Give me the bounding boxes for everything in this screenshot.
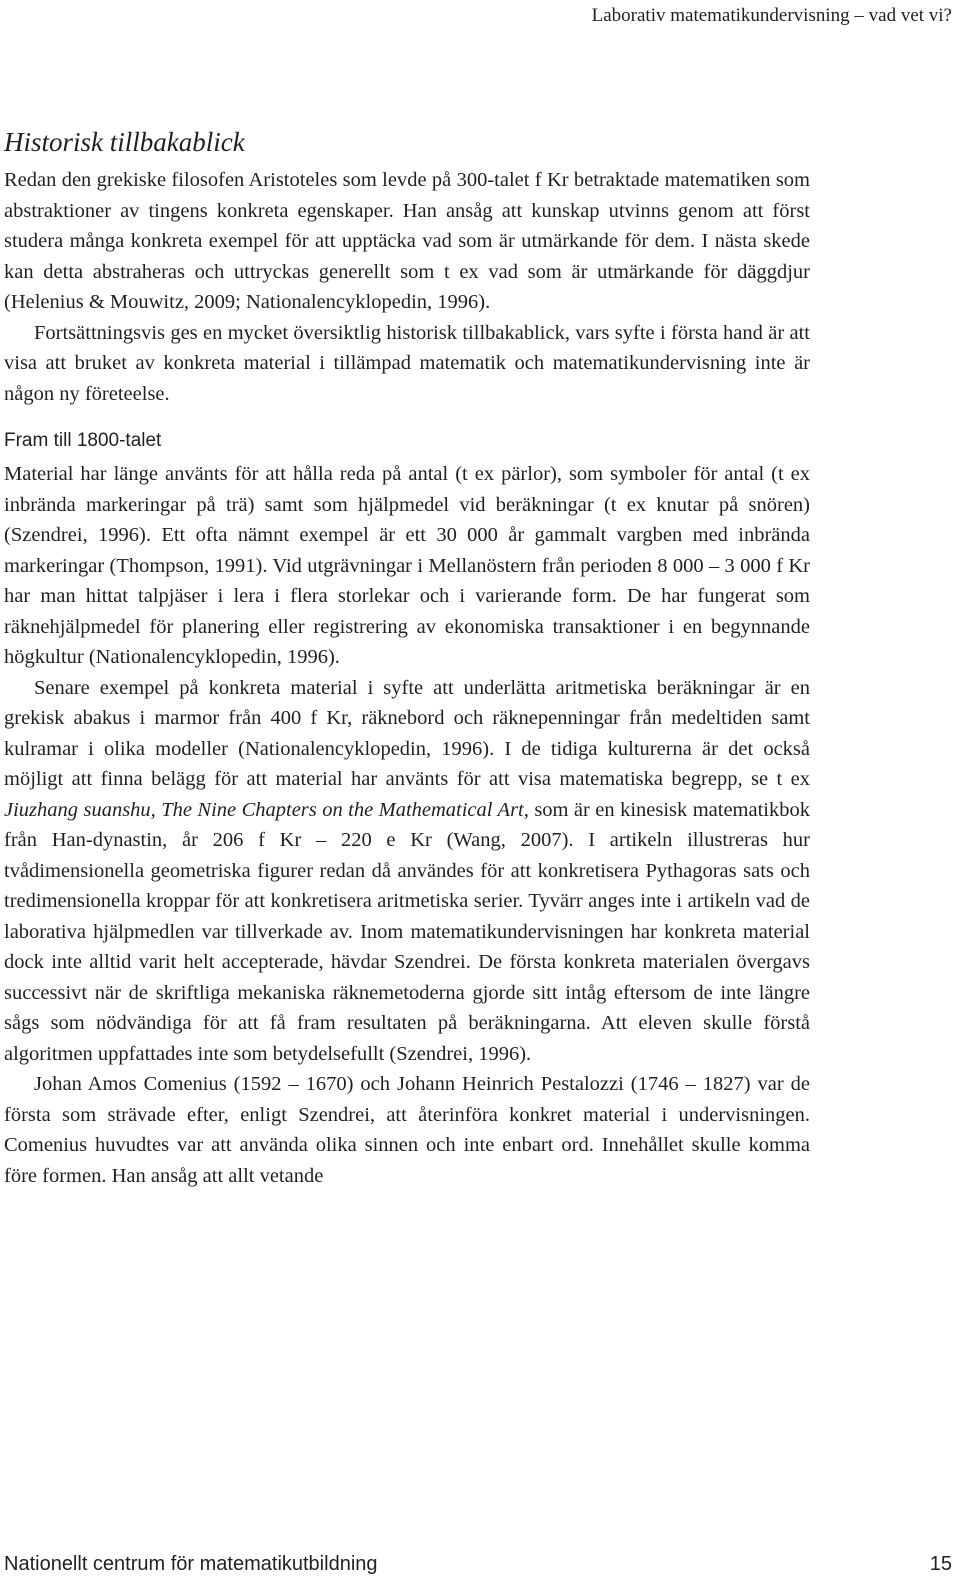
paragraph-overview: Fortsättningsvis ges en mycket översiktlig historisk tillbakablick, vars syfte i första hand är att visa att bruket av konkreta material i tillämpad matematik och matematikundervisning inte är någon ny företeelse. xyxy=(4,321,810,405)
paragraph-materials: Material har länge använts för att hålla reda på antal (t ex pärlor), som symboler för antal (t ex inbrända markeringar på trä) samt som hjälpmedel vid beräkningar (t ex knutar på snören) (Szendrei, 1996). Ett ofta nämnt exempel är ett 30 000 år gammalt vargben med inbrända markeringar (Thompson, 1991). Vid utgrävningar i Mellanöstern från perioden 8 000 – 3 000 f Kr har man hittat talpjäser i lera i flera storlekar och i varierande form. De har fungerat som räknehjälpmedel för planering eller registrering av ekonomiska transaktioner i en begynnande högkultur (Nationalencyklopedin, 1996). xyxy=(4,463,810,668)
paragraph-later-examples xyxy=(4,673,810,1070)
paragraph-intro: Redan den grekiske filosofen Aristoteles som levde på 300-talet f Kr betraktade matematiken som abstraktioner av tingens konkreta egenskaper. Han ansåg att kunskap utvinns genom att först studera många konkreta exempel för att upptäcka vad som är utmärkande för dem. I nästa skede kan detta abstraheras och uttryckas generellt som t ex vad som är utmärkande för däggdjur (Helenius & Mouwitz, 2009; Nationalencyklopedin, 1996). xyxy=(4,169,810,313)
running-header: Laborativ matematikundervisning – vad vet vi? xyxy=(591,5,952,26)
paragraph-comenius: Johan Amos Comenius (1592 – 1670) och Johann Heinrich Pestalozzi (1746 – 1827) var de första som strävade efter, enligt Szendrei, att återinföra konkret material i undervisningen. Comenius huvudtes var att använda olika sinnen och inte enbart ord. Innehållet skulle komma före formen. Han ansåg att allt vetande xyxy=(4,1073,810,1187)
subsection-heading: Fram till 1800-talet xyxy=(4,430,162,451)
paragraph-text-after: , som är en kinesisk matematikbok från Han-dynastin, år 206 f Kr – 220 e Kr (Wang, 2007). I artikeln illustreras hur tvådimensionella geometriska figurer redan då användes för att konkretisera Pythagoras sats och tredimensionella kroppar för att konkretisera aritmetiska serier. Tyvärr anges inte i artikeln vad de laborativa hjälpmedlen var tillverkade av. Inom matematikundervisningen har konkreta material dock inte alltid varit helt accepterade, hävdar Szendrei. De första konkreta materialen övergavs successivt när de skriftliga mekaniska räknemetoderna gjorde sitt intåg eftersom de inte längre sågs som nödvändiga för att få fram resultaten på beräkningarna. Att eleven skulle förstå algoritmen uppfattades inte som betydelsefullt (Szendrei, 1996). xyxy=(4,798,810,1065)
page-number: 15 xyxy=(929,1553,952,1575)
footer-publisher: Nationellt centrum för matematikutbildning xyxy=(4,1553,378,1575)
page-content xyxy=(4,126,810,1191)
section-heading: Historisk tillbakablick xyxy=(4,127,245,157)
page-footer xyxy=(4,1553,952,1576)
paragraph-text-before: Senare exempel på konkreta material i syfte att underlätta aritmetiska beräkningar är en grekisk abakus i marmor från 400 f Kr, räknebord och räknepenningar från medeltiden samt kulramar i olika modeller (Nationalencyklopedin, 1996). I de tidiga kulturerna är det också möjligt att finna belägg för att material har använts för att visa matematiska begrepp, se t ex xyxy=(4,676,810,790)
book-title: Jiuzhang suanshu, The Nine Chapters on the Mathematical Art xyxy=(4,798,524,821)
